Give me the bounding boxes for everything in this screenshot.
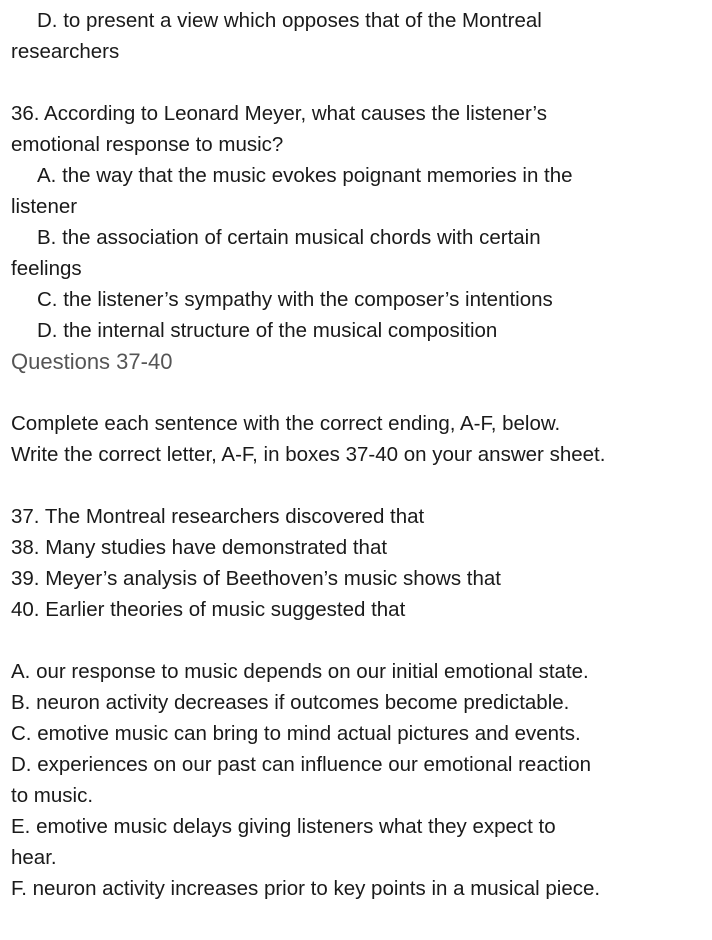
option-c: C. the listener’s sympathy with the composer’s intentions [37,288,553,311]
section-heading: Questions 37-40 [11,349,173,374]
option-b: B. the association of certain musical chords with certain [37,226,541,249]
spacer [11,470,711,501]
ending-a: A. our response to music depends on our initial emotional state. [11,660,589,683]
endings-list [11,656,711,904]
sentence-40: 40. Earlier theories of music suggested that [11,598,406,621]
ending-e: E. emotive music delays giving listeners what they expect to [11,815,556,838]
option-text-continued: researchers [11,40,120,63]
instruction-line: Complete each sentence with the correct ending, A-F, below. [11,412,561,435]
question-35-option-d [11,5,711,67]
document-page [11,5,711,904]
option-b-continued: feelings [11,257,82,280]
sentence-37: 37. The Montreal researchers discovered that [11,505,425,528]
spacer [11,625,711,656]
ending-b: B. neuron activity decreases if outcomes become predictable. [11,691,570,714]
ending-e-continued: hear. [11,846,57,869]
spacer [11,377,711,408]
option-text: D. to present a view which opposes that of the Montreal [37,9,542,32]
sentence-39: 39. Meyer’s analysis of Beethoven’s music shows that [11,567,501,590]
sentence-38: 38. Many studies have demonstrated that [11,536,388,559]
question-stem: 36. According to Leonard Meyer, what causes the listener’s [11,102,547,125]
ending-f: F. neuron activity increases prior to key points in a musical piece. [11,877,601,900]
ending-d-continued: to music. [11,784,94,807]
option-a-continued: listener [11,195,78,218]
instructions [11,408,711,470]
ending-d: D. experiences on our past can influence our emotional reaction [11,753,592,776]
instruction-line: Write the correct letter, A-F, in boxes 37-40 on your answer sheet. [11,443,606,466]
option-d: D. the internal structure of the musical composition [37,319,498,342]
spacer [11,67,711,98]
ending-c: C. emotive music can bring to mind actual pictures and events. [11,722,581,745]
sentence-list [11,501,711,625]
question-36 [11,98,711,346]
question-stem-continued: emotional response to music? [11,133,284,156]
option-a: A. the way that the music evokes poignant memories in the [37,164,573,187]
